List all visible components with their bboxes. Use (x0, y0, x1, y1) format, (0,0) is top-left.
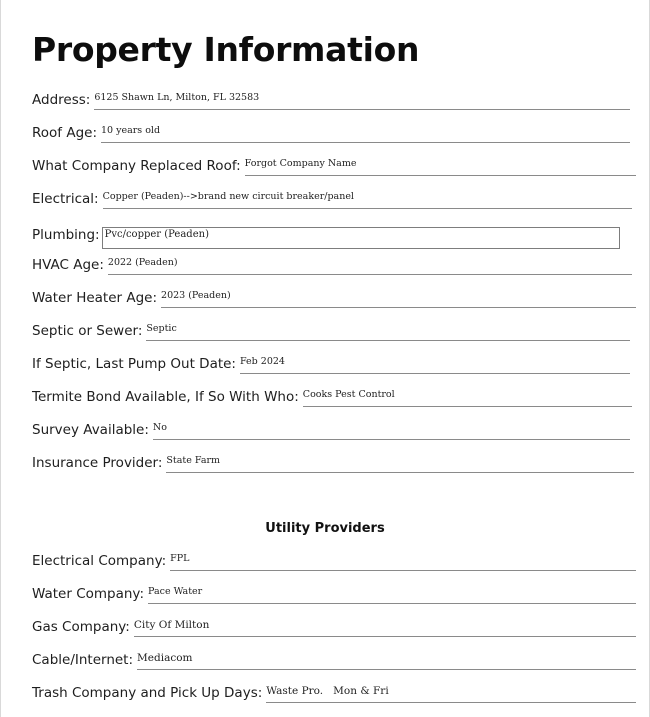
plumbing-row (32, 227, 620, 249)
septic-sewer-row (32, 319, 630, 341)
roof-age-row (32, 121, 630, 143)
termite-bond-label: Termite Bond Available, If So With Who: (32, 389, 299, 405)
plumbing-field[interactable]: Pvc/copper (Peaden) (102, 227, 620, 249)
cable-internet-field[interactable]: Mediacom (137, 648, 636, 670)
electrical-row (32, 187, 632, 209)
gas-company-field[interactable]: City Of Milton (134, 615, 636, 637)
electrical-company-row (32, 549, 636, 571)
address-row (32, 88, 630, 110)
plumbing-label: Plumbing: (32, 227, 100, 243)
water-heater-row (32, 286, 636, 308)
utility-section-title: Utility Providers (265, 521, 385, 536)
insurance-label: Insurance Provider: (32, 455, 163, 471)
survey-label: Survey Available: (32, 422, 149, 438)
roof-age-label: Roof Age: (32, 125, 97, 141)
roof-age-field[interactable]: 10 years old (101, 121, 630, 143)
address-field[interactable]: 6125 Shawn Ln, Milton, FL 32583 (94, 88, 630, 110)
trash-company-field[interactable]: Waste Pro. Mon & Fri (266, 681, 636, 703)
electrical-company-field[interactable]: FPL (170, 549, 636, 571)
septic-sewer-field[interactable]: Septic (146, 319, 630, 341)
termite-bond-row (32, 385, 632, 407)
electrical-company-label: Electrical Company: (32, 553, 167, 569)
gas-company-label: Gas Company: (32, 619, 130, 635)
pump-out-label: If Septic, Last Pump Out Date: (32, 356, 236, 372)
trash-company-row (32, 681, 636, 703)
roof-company-label: What Company Replaced Roof: (32, 158, 241, 174)
page-title: Property Information (32, 30, 420, 69)
termite-bond-field[interactable]: Cooks Pest Control (303, 385, 632, 407)
page-edge-left (0, 0, 1, 717)
trash-company-label: Trash Company and Pick Up Days: (32, 685, 263, 701)
pump-out-field[interactable]: Feb 2024 (240, 352, 630, 374)
roof-company-row (32, 154, 636, 176)
water-company-row (32, 582, 636, 604)
insurance-row (32, 451, 634, 473)
roof-company-field[interactable]: Forgot Company Name (245, 154, 636, 176)
cable-internet-row (32, 648, 636, 670)
survey-row (32, 418, 630, 440)
gas-company-row (32, 615, 636, 637)
electrical-field[interactable]: Copper (Peaden)-->brand new circuit breaker/panel (103, 187, 632, 209)
survey-field[interactable]: No (153, 418, 630, 440)
address-label: Address: (32, 92, 91, 108)
cable-internet-label: Cable/Internet: (32, 652, 134, 668)
hvac-age-label: HVAC Age: (32, 257, 104, 273)
electrical-label: Electrical: (32, 191, 99, 207)
hvac-age-field[interactable]: 2022 (Peaden) (108, 253, 632, 275)
water-heater-field[interactable]: 2023 (Peaden) (161, 286, 636, 308)
insurance-field[interactable]: State Farm (166, 451, 634, 473)
hvac-age-row (32, 253, 632, 275)
water-company-field[interactable]: Pace Water (148, 582, 636, 604)
water-company-label: Water Company: (32, 586, 144, 602)
pump-out-row (32, 352, 630, 374)
septic-sewer-label: Septic or Sewer: (32, 323, 143, 339)
water-heater-label: Water Heater Age: (32, 290, 158, 306)
